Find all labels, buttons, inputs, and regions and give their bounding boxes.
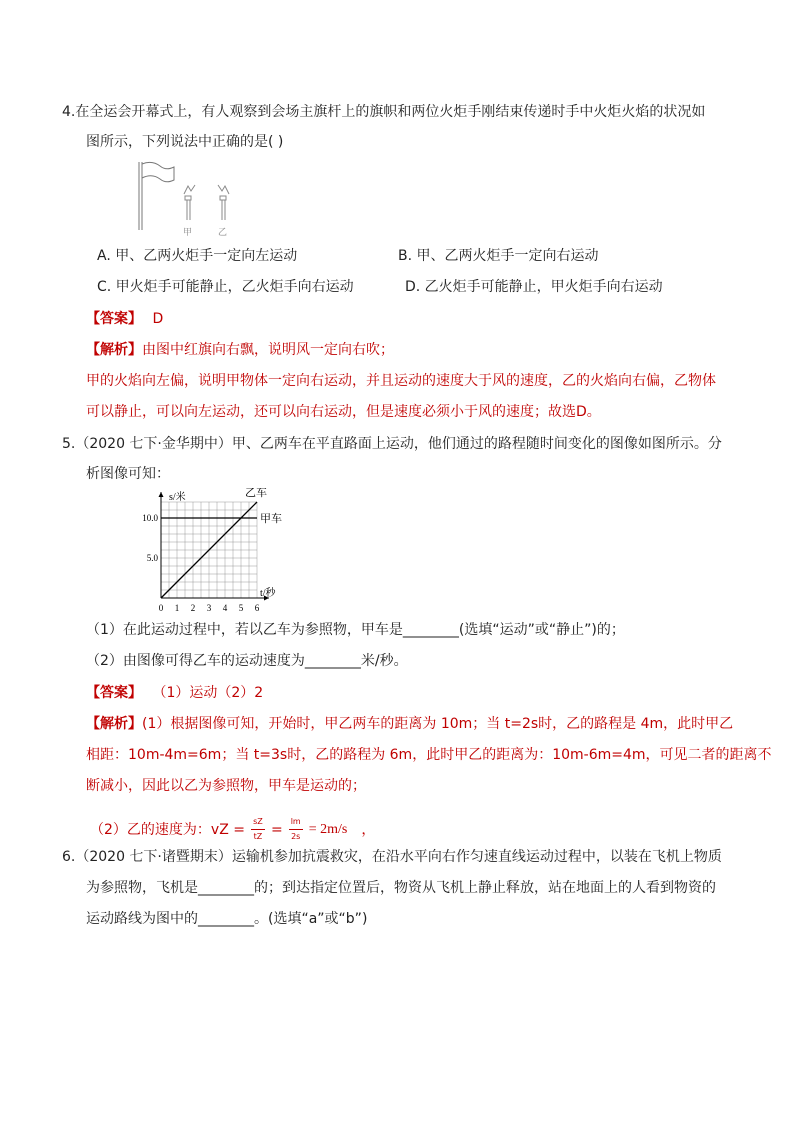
q4-analysis-line2: 甲的火焰向左偏，说明甲物体一定向右运动，并且运动的速度大于风的速度，乙的火焰向右偏，乙物体 [86, 373, 716, 389]
series-label-jia: 甲车 [260, 513, 282, 525]
y-tick-label: 10.0 [142, 513, 158, 523]
q6-stem-line2: 为参照物，飞机是________的；到达指定位置后，物资从飞机上静止释放，站在地面上的人看到物资的 [86, 880, 716, 896]
q4-option-c: C. 甲火炬手可能静止，乙火炬手向右运动 [97, 279, 354, 295]
x-tick-label: 0 [158, 603, 164, 613]
q5-answer [86, 683, 263, 703]
distance-time-chart [135, 488, 295, 614]
answer-tag: 【答案】 [86, 311, 142, 327]
y-axis-arrow [159, 492, 164, 497]
answer-value: D [152, 311, 164, 327]
x-tick-label: 3 [206, 603, 212, 613]
q4-stem-line1: 4.在全运会开幕式上，有人观察到会场主旗杆上的旗帜和两位火炬手刚结束传递时手中火炬火焰的状况如 [62, 104, 706, 120]
series-label-yi: 乙车 [245, 488, 267, 499]
torch-yi-icon [218, 185, 229, 220]
q4-option-a: A. 甲、乙两火炬手一定向左运动 [97, 248, 298, 264]
q4-option-d: D. 乙火炬手可能静止，甲火炬手向右运动 [405, 279, 663, 295]
q5-sub2: （2）由图像可得乙车的运动速度为________米/秒。 [86, 653, 408, 669]
y-tick-label: 5.0 [146, 553, 158, 563]
q5-stem-line2: 析图像可知： [86, 466, 170, 482]
q5-sub1: （1）在此运动过程中，若以乙车为参照物，甲车是________(选填“运动”或“静止”)的； [86, 622, 625, 638]
answer-tag: 【答案】 [86, 685, 142, 701]
q5-analysis-line1: 【解析】(1）根据图像可知，开始时，甲乙两车的距离为 10m；当 t=2s时，乙的路程是 4m，此时甲乙 [86, 716, 734, 732]
label-jia: 甲 [183, 227, 193, 237]
q4-analysis-line1: 【解析】由图中红旗向右飘，说明风一定向右吹； [86, 342, 394, 358]
x-tick-label: 5 [238, 603, 244, 613]
q5-analysis-line2: 相距：10m-4m=6m；当 t=3s时，乙的路程为 6m，此时甲乙的距离为：10m-6m=4m，可见二者的距离不 [86, 747, 772, 763]
analysis-tag: 【解析】 [86, 342, 142, 358]
q5-speed-formula: （2）乙的速度为：vZ = sZ tZ = lm 2s = 2m/s ， [90, 815, 375, 844]
q5-analysis-line3: 断减小，因此以乙为参照物，甲车是运动的； [86, 778, 366, 794]
q4-analysis-line3: 可以静止，可以向左运动，还可以向右运动，但是速度必须小于风的速度；故选D。 [86, 404, 601, 420]
q4-stem-line2: 图所示，下列说法中正确的是( ) [86, 134, 284, 150]
chart-ylabel: s/米 [169, 492, 186, 503]
fraction-value: lm 2s [290, 817, 301, 841]
label-yi: 乙 [218, 227, 228, 237]
answer-value: （1）运动（2）2 [152, 685, 264, 701]
chart-xlabel: t/秒 [260, 588, 276, 599]
flagpole-icon [139, 162, 174, 230]
analysis-tag: 【解析】 [86, 716, 142, 732]
q5-stem-line1: 5.（2020 七下·金华期中）甲、乙两车在平直路面上运动，他们通过的路程随时间变化的图像如图所示。分 [62, 436, 722, 452]
q6-stem-line1: 6.（2020 七下·诸暨期末）运输机参加抗震救灾，在沿水平向右作匀速直线运动过程中，以装在飞机上物质 [62, 849, 722, 865]
x-tick-label: 2 [190, 603, 196, 613]
q6-stem-line3: 运动路线为图中的________。(选填“a”或“b”) [86, 911, 368, 927]
fraction-s-over-t: sZ tZ [251, 815, 265, 844]
x-tick-label: 4 [222, 603, 228, 613]
x-tick-label: 1 [174, 603, 180, 613]
q4-answer [86, 309, 163, 329]
x-tick-label: 6 [254, 603, 260, 613]
torch-jia-icon [184, 185, 195, 220]
q4-option-b: B. 甲、乙两火炬手一定向右运动 [398, 248, 599, 264]
flag-torch-figure [132, 158, 242, 238]
